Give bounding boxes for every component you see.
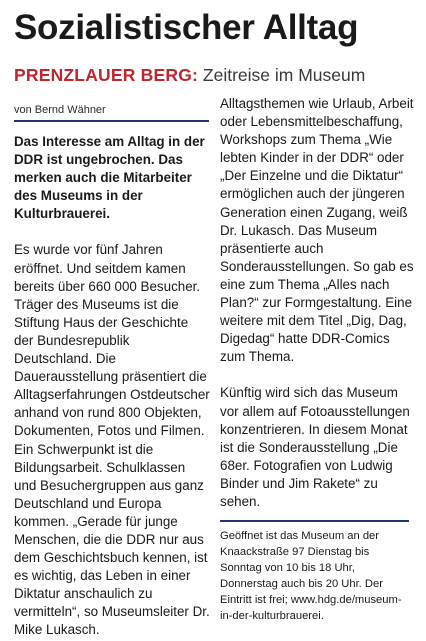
article-column-right: [220, 95, 415, 511]
byline: von Bernd Wähner: [14, 104, 106, 116]
byline-divider: [14, 120, 209, 122]
body-paragraph: Es wurde vor fünf Jahren eröffnet. Und seitdem kamen bereits über 660 000 Besucher. Träger des Museums ist die Stiftung Haus der Geschichte der Bundesrepublik Deutschland. Die Dauerausstellung präsentiert die Alltagserfahrungen Ostdeutscher anhand von rund 800 Objekten, Dokumenten, Fotos und Filmen. Ein Schwerpunkt ist die Bildungsarbeit. Schulklassen und Besuchergruppen aus ganz Deutschland und Europa kommen. „Gerade für junge Menschen, die die DDR nur aus dem Geschichtsbuch kennen, ist es wichtig, das Leben in einer Diktatur anschaulich zu vermitteln“, so Museumsleiter Dr. Mike Lukasch.: [14, 242, 210, 638]
kicker-text: Zeitreise im Museum: [202, 65, 366, 85]
kicker: [14, 63, 414, 87]
body-paragraph: Künftig wird sich das Museum vor allem auf Fotoausstellungen konzentrieren. In diesem Monat ist die Sonderausstellung „Die 68er. Fotografien von Ludwig Binder und Jim Rakete“ zu sehen.: [220, 385, 410, 509]
info-box: Geöffnet ist das Museum an der Knaackstraße 97 Dienstag bis Sonntag von 10 bis 18 Uhr, Donnerstag auch bis 20 Uhr. Der Eintritt ist frei; www.hdg.de/museum-in-der-kulturbrauerei.: [220, 530, 402, 622]
kicker-location: PRENZLAUER BERG:: [14, 65, 199, 85]
headline: Sozialistischer Alltag: [14, 8, 359, 47]
lead-paragraph: Das Interesse am Alltag in der DDR ist ungebrochen. Das merken auch die Mitarbeiter des Museums in der Kulturbrauerei.: [14, 134, 205, 222]
body-paragraph: Alltagsthemen wie Urlaub, Arbeit oder Lebensmittelbeschaffung, Workshops zum Thema „Wie lebten Kinder in der DDR“ oder „Der Einzelne und die Diktatur“ ermöglichen auch der jüngeren Generation einen Zugang, weiß Dr. Lukasch. Das Museum präsentierte auch Sonderausstellungen. So gab es eine zum Thema „Alles nach Plan?“ zur Formgestaltung. Eine weitere mit dem Titel „Dig, Dag, Digedag“ hatte DDR-Comics zum Thema.: [220, 96, 414, 365]
article-column-left: [14, 133, 210, 640]
info-divider: [220, 520, 409, 522]
